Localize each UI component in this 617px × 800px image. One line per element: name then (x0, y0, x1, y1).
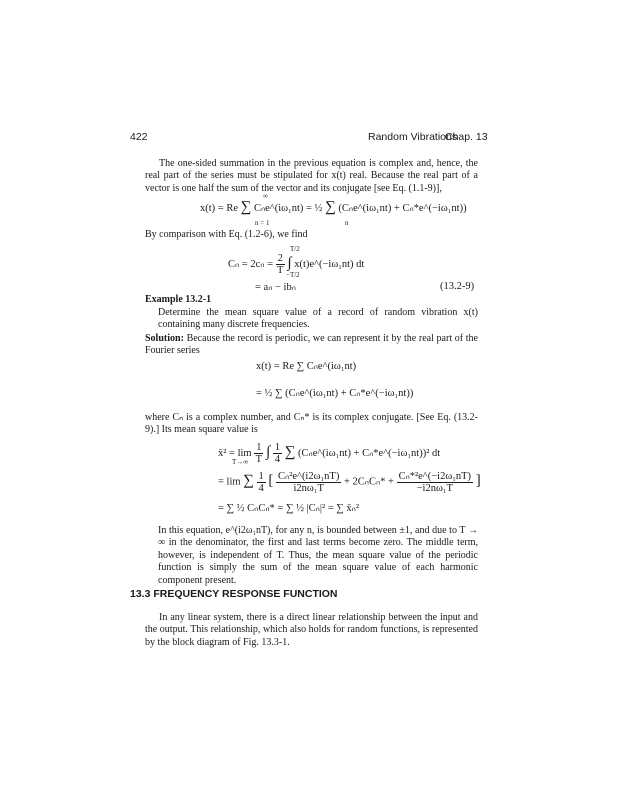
integral-symbol: ∫ (287, 254, 292, 271)
example-statement (158, 307, 478, 332)
t3-num: Cₙ*²e^(−i2ω₁nT) (398, 471, 472, 482)
eq4-limit-sub: T→∞ (232, 458, 249, 466)
solution-text: Because the record is periodic, we can represent it by the real part of the Fourier series (145, 333, 478, 357)
section-body-text: In any linear system, there is a direct linear relationship between the input and the output. This relationship, which also holds for random functions, is represented by the block diagram of Fig. 13.3-1. (145, 612, 478, 648)
eq2-lhs: Cₙ = 2cₙ = (228, 258, 273, 270)
two-over-t-fraction: $\frac{2}{T}$ (277, 253, 284, 276)
eq3-line2: = ½ ∑ (Cₙe^(iω₁nt) + Cₙ*e^(−iω₁nt)) (256, 388, 414, 399)
sum-symbol: ∑ (325, 199, 336, 215)
eq2-upper-limit: T/2 (290, 245, 300, 253)
eq2-integrand: x(t)e^(−iω₁nt) dt (294, 258, 365, 270)
sum-symbol: ∑ (240, 199, 252, 215)
intro-text: The one-sided summation in the previous equation is complex and, hence, the real part of the series must be stipulated for x(t) real. Because the real part of a vector is one half the sum of the vector and its conjugate [see Eq. (1.1-9)], (145, 158, 478, 194)
running-title: Random Vibrations (368, 131, 458, 143)
section-body (145, 612, 478, 649)
where-paragraph (145, 412, 478, 437)
section-number: 13.3 (130, 588, 151, 600)
comparison-line (145, 229, 478, 241)
chapter-label: Chap. 13 (445, 131, 488, 143)
third-term-fraction (397, 470, 474, 494)
eq1-lower-limit: n = 1 (255, 219, 270, 227)
eq1-rhs: (Cₙe^(iω₁nt) + Cₙ*e^(−iω₁nt)) (338, 203, 467, 214)
example-label: Example 13.2-1 (145, 294, 212, 305)
sum-symbol: ∑ (284, 443, 296, 460)
where-text: where Cₙ is a complex number, and Cₙ* is its complex conjugate. [See Eq. (13.2-9).] Its mean square value is (145, 412, 478, 436)
discussion-paragraph (158, 525, 478, 587)
left-bracket: [ (268, 472, 274, 489)
section-heading (130, 588, 338, 600)
t3-den: −i2nω₁T (416, 483, 453, 494)
first-term-fraction (276, 470, 341, 494)
eq2-number: (13.2-9) (440, 281, 475, 292)
eq1-half: = ½ (306, 203, 323, 214)
intro-paragraph (145, 158, 478, 195)
eq2-line2: = aₙ − ibₙ (255, 282, 296, 293)
sum-symbol: ∑ (243, 472, 254, 489)
t1-den: i2nω₁T (293, 483, 324, 494)
solution-label: Solution: (145, 333, 184, 344)
right-bracket: ] (475, 472, 481, 489)
one-over-t-fraction: $\frac{1}{T}$ (255, 442, 263, 465)
eq4-line2 (218, 470, 481, 494)
page-number: 422 (130, 131, 148, 143)
discussion-text: In this equation, e^(i2ω₁nT), for any n, is bounded between ±1, and due to T → ∞ in the denominator, the first and last terms become zero. The middle term, however, is independent of T. Thus, the mean square value of the periodic function is simply the sum of the mean square value of each harmonic component present. (158, 525, 478, 586)
solution-paragraph (145, 333, 478, 358)
comparison-text: By comparison with Eq. (1.2-6), we find (145, 229, 308, 240)
eq4-line1 (218, 442, 440, 465)
quarter-fraction: $\frac{1}{4}$ (274, 442, 281, 465)
equation-real-part (200, 199, 467, 216)
eq4-lhs: x̄² = lim (218, 447, 252, 459)
example-text: Determine the mean square value of a record of random vibration x(t) containing many discrete frequencies. (158, 307, 478, 331)
t1-num: Cₙ²e^(i2ω₁nT) (278, 471, 340, 482)
eq1-lower-limit-2: n (345, 219, 349, 227)
eq4-lim: = lim (218, 476, 241, 488)
eq1-term: Cₙe^(iω₁nt) (253, 203, 304, 214)
section-title: FREQUENCY RESPONSE FUNCTION (153, 588, 338, 600)
eq4-integrand: (Cₙe^(iω₁nt) + Cₙ*e^(−iω₁nt))² dt (298, 447, 441, 459)
eq2-lower-limit: −T/2 (286, 271, 300, 279)
eq1-lhs: x(t) = Re (200, 203, 238, 214)
eq4-mid: + 2CₙCₙ* + (343, 476, 394, 488)
eq1-upper-limit: ∞ (263, 192, 268, 200)
eq3-line1: x(t) = Re ∑ Cₙe^(iω₁nt) (256, 361, 357, 372)
eq4-line3: = ∑ ½ CₙCₙ* = ∑ ½ |Cₙ|² = ∑ x̄ₙ² (218, 503, 359, 514)
integral-symbol: ∫ (266, 443, 271, 460)
quarter-fraction: $\frac{1}{4}$ (258, 470, 264, 494)
